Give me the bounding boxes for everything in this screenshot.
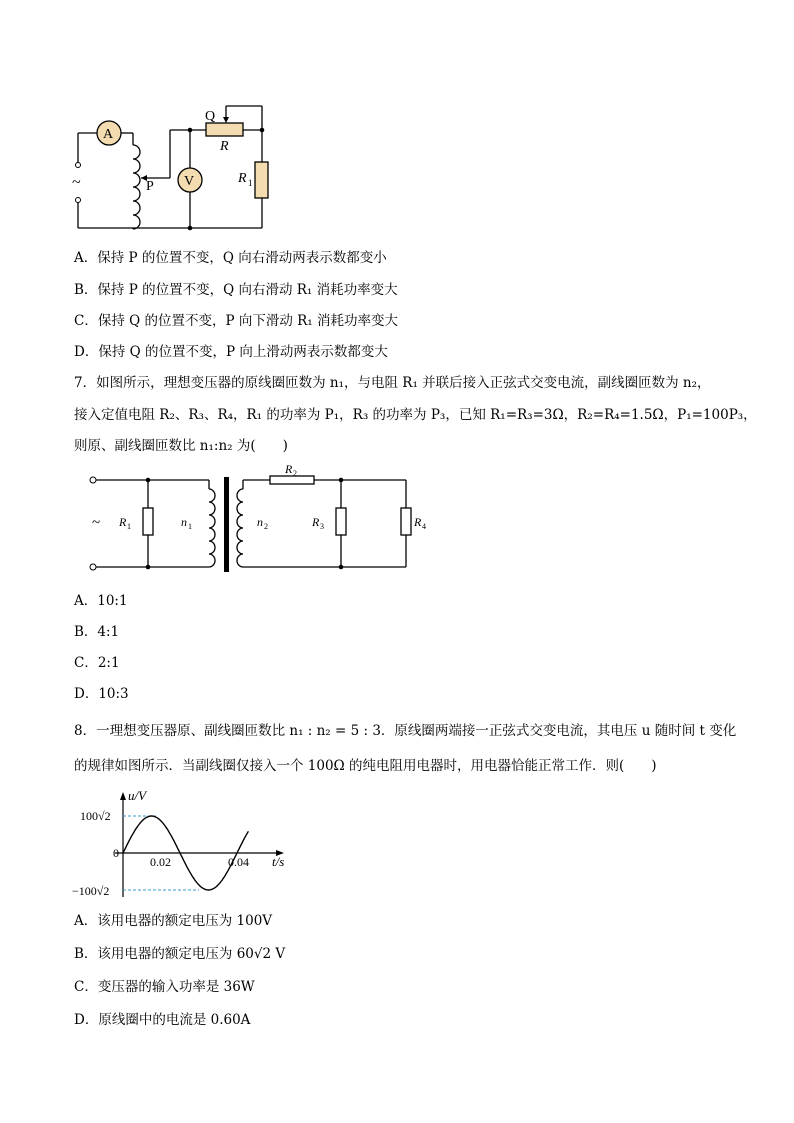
circuit-diagram-2 — [82, 462, 426, 576]
q7-option-b: B．4:1 — [74, 624, 120, 640]
y-axis-label: u/V — [128, 788, 147, 803]
q7-text-line1: 7．如图所示，理想变压器的原线圈匝数为 n₁，与电阻 R₁ 并联后接入正弦式交变电流，副线圈匝数为 n₂， — [74, 375, 711, 391]
q7-option-a: A．10:1 — [74, 593, 128, 609]
svg-text:R: R — [312, 515, 320, 529]
y-max-label: 100√2 — [80, 809, 111, 823]
origin-label: 0 — [113, 846, 119, 860]
q6-option-c: C．保持 Q 的位置不变，P 向下滑动 R₁ 消耗功率变大 — [74, 313, 399, 329]
rheostat-label: R — [220, 139, 229, 154]
q8-text-line1: 8．一理想变压器原、副线圈匝数比 n₁ : n₂ = 5 : 3．原线圈两端接一正弦式交变电流，其电压 u 随时间 t 变化 — [74, 723, 737, 739]
tick-label-004: 0.04 — [228, 855, 249, 869]
q7-option-c: C．2:1 — [74, 655, 120, 671]
q8-option-a: A．该用电器的额定电压为 100V — [74, 913, 273, 929]
svg-text:R: R — [414, 515, 422, 529]
q7-text-line3: 则原、副线圈匝数比 n₁:n₂ 为( ) — [74, 438, 288, 454]
q6-option-b: B．保持 P 的位置不变，Q 向右滑动 R₁ 消耗功率变大 — [74, 282, 398, 298]
svg-text:n: n — [257, 515, 263, 529]
y-min-label: −100√2 — [72, 884, 110, 898]
ac-source-symbol: ~ — [72, 174, 81, 191]
voltmeter-label: V — [184, 174, 195, 189]
transformer-core — [224, 477, 229, 572]
ammeter-label: A — [103, 127, 114, 142]
q8-option-b: B．该用电器的额定电压为 60√2 V — [74, 946, 286, 962]
q8-option-c: C．变压器的输入功率是 36W — [74, 979, 255, 995]
slider-p-label: P — [146, 179, 154, 194]
resistor-r1-sub: 1 — [248, 178, 253, 188]
q8-option-d: D．原线圈中的电流是 0.60A — [74, 1012, 251, 1028]
svg-text:4: 4 — [422, 522, 426, 531]
tick-label-002: 0.02 — [150, 855, 171, 869]
ac-source-symbol: ~ — [92, 515, 101, 531]
svg-text:2: 2 — [293, 469, 297, 478]
q7-text-line2: 接入定值电阻 R₂、R₃、R₄，R₁ 的功率为 P₁，R₃ 的功率为 P₃，已知 R₁=R₃=3Ω，R₂=R₄=1.5Ω，P₁=100P₃， — [74, 407, 757, 423]
q6-option-d: D．保持 Q 的位置不变，P 向上滑动两表示数都变大 — [74, 344, 388, 360]
q6-option-a: A．保持 P 的位置不变，Q 向右滑动两表示数都变小 — [74, 250, 387, 266]
q8-text-line2: 的规律如图所示．当副线圈仅接入一个 100Ω 的纯电阻用电器时，用电器恰能正常工作．则( ) — [74, 758, 657, 774]
voltage-time-graph — [60, 785, 300, 900]
x-axis-label: t/s — [272, 854, 285, 869]
svg-text:2: 2 — [264, 522, 268, 531]
svg-text:R: R — [285, 462, 293, 476]
svg-text:1: 1 — [127, 522, 131, 531]
slider-q-label: Q — [205, 109, 216, 124]
svg-text:n: n — [181, 515, 187, 529]
circuit-diagram-1 — [60, 100, 280, 235]
svg-text:3: 3 — [320, 522, 324, 531]
svg-text:1: 1 — [188, 522, 192, 531]
svg-text:R: R — [119, 515, 127, 529]
q7-option-d: D．10:3 — [74, 686, 129, 702]
resistor-r1-label: R — [238, 171, 247, 186]
